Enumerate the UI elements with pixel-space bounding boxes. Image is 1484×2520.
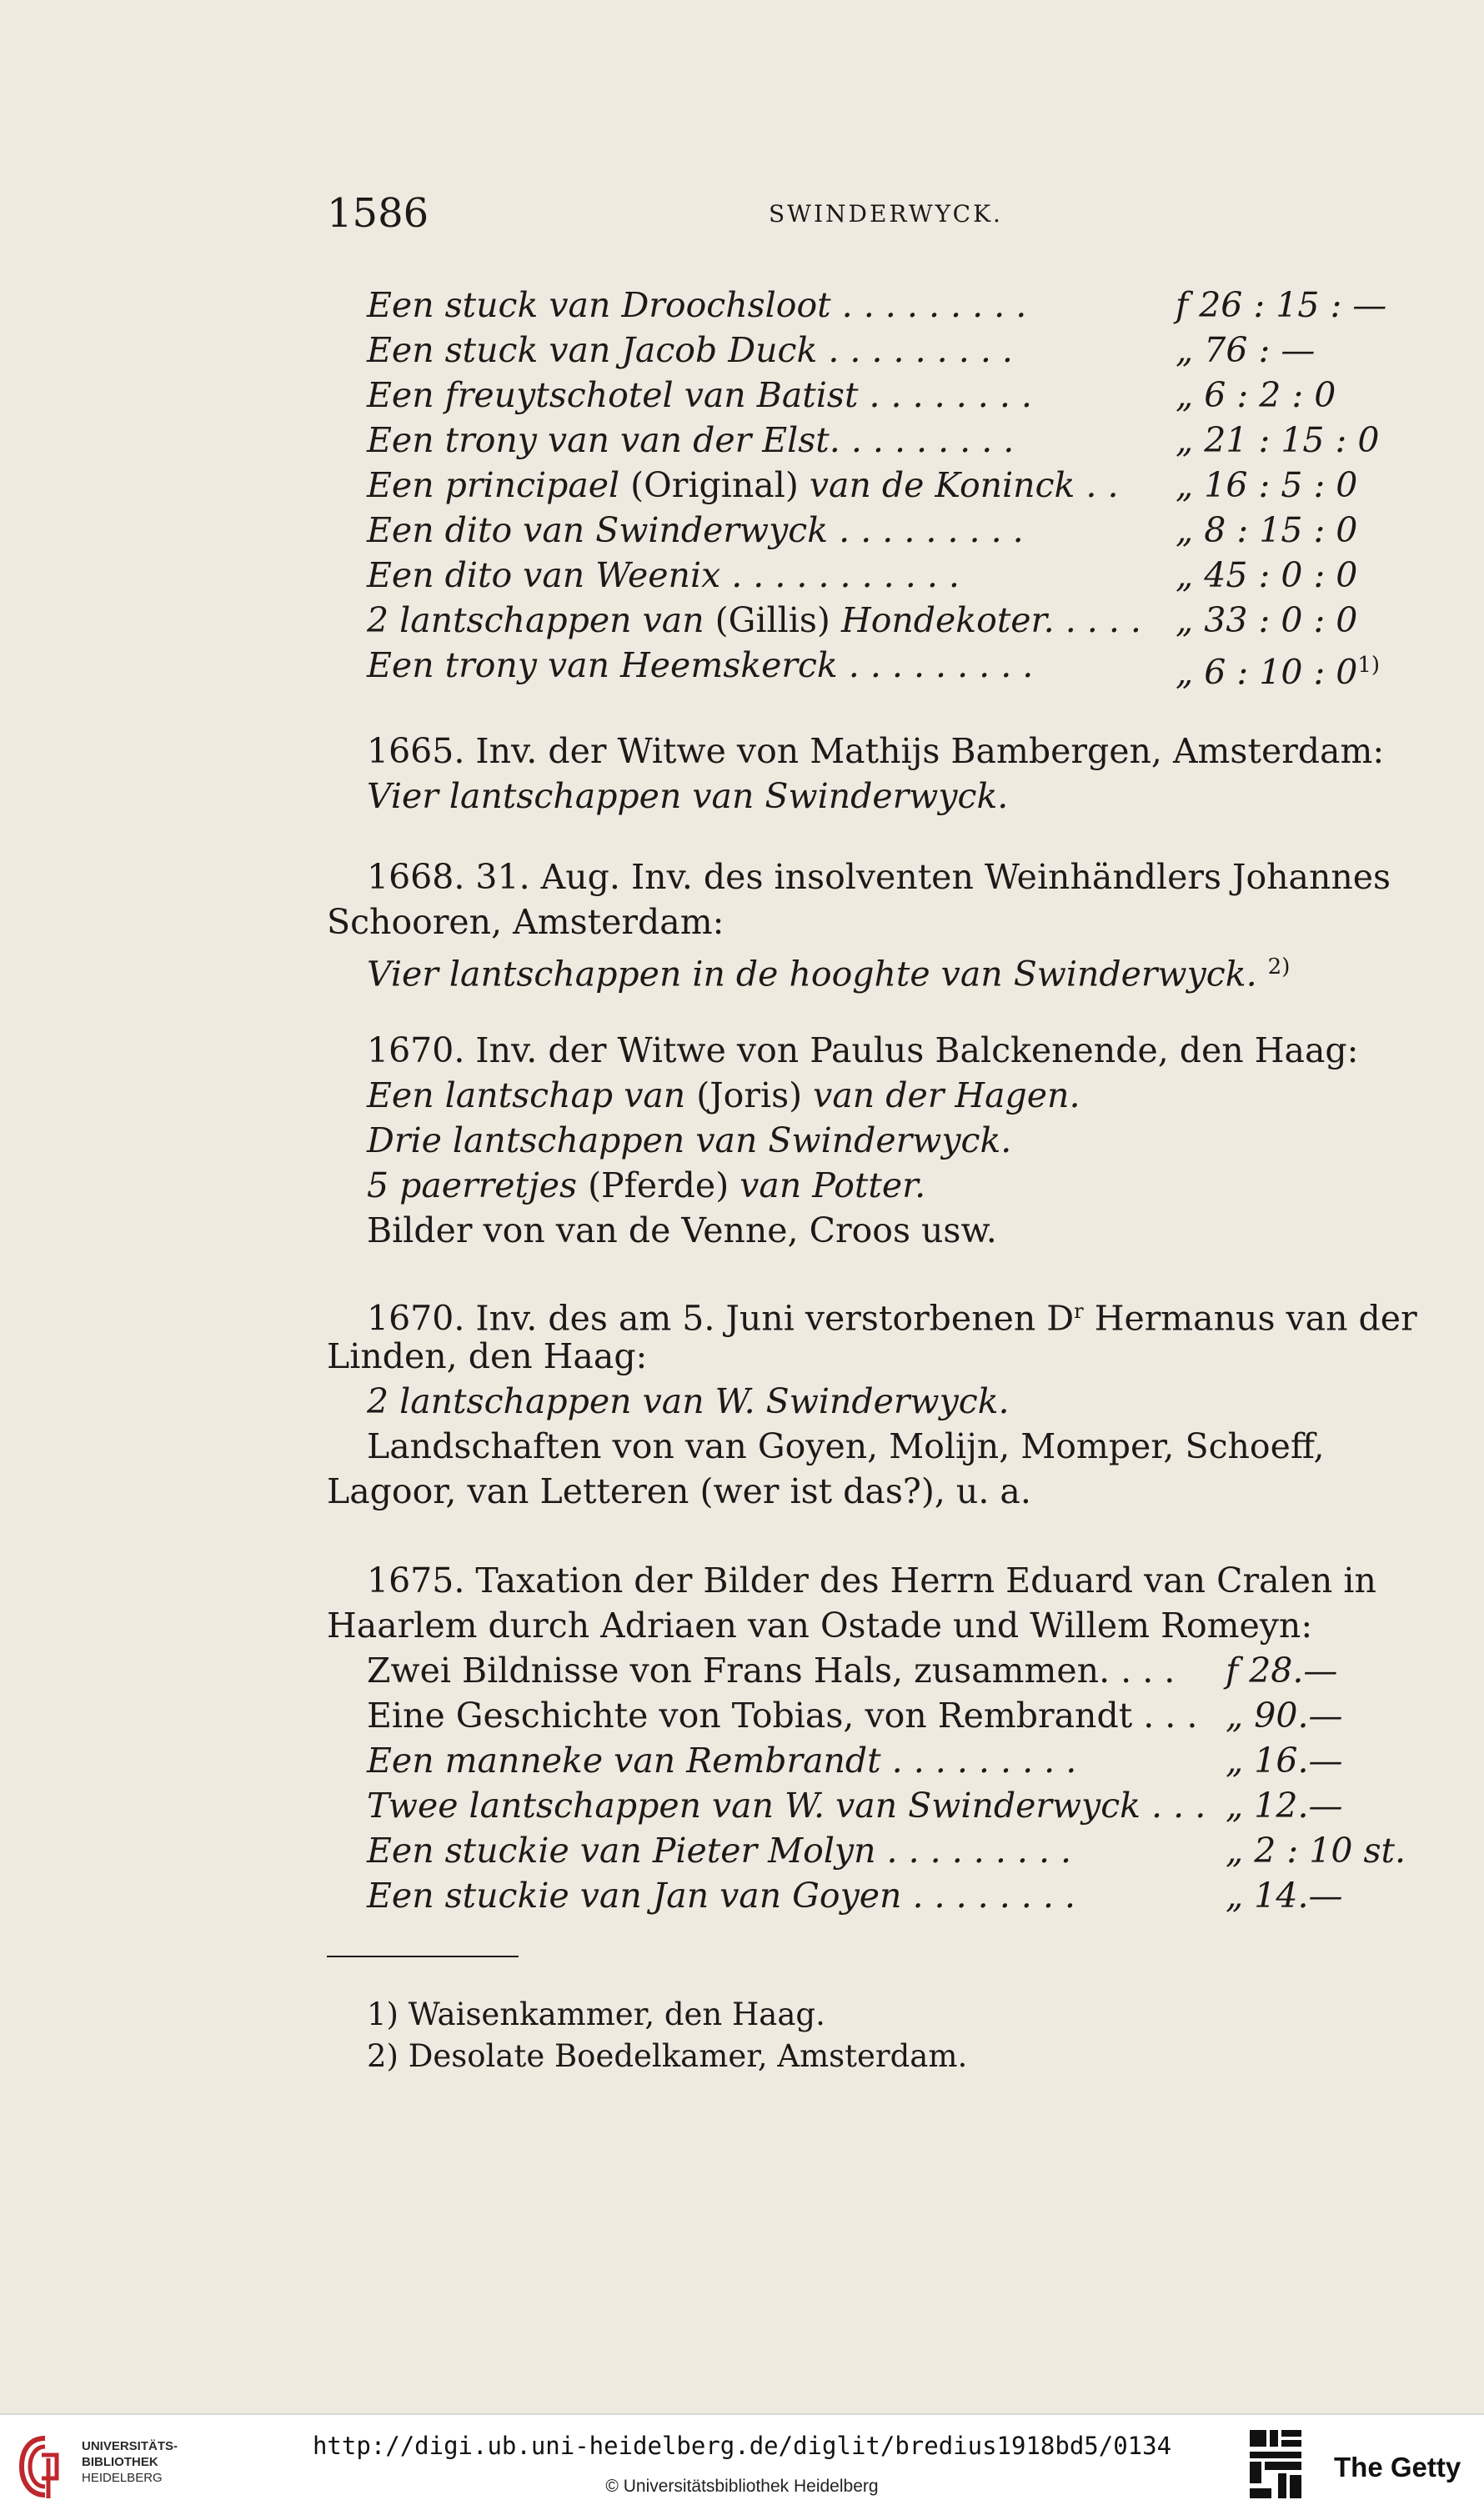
entry-1668-item: Vier lantschappen in de hooghte van Swinderwyck. $^{2)}$ — [367, 954, 1291, 994]
list-item-amount: „ 90.— — [1226, 1696, 1343, 1736]
list-item: Twee lantschappen van W. van Swinderwyck . . . — [367, 1786, 1206, 1826]
list-item: Een stuckie van Jan van Goyen . . . . . . . . — [367, 1876, 1075, 1916]
entry-1665-heading: 1665. Inv. der Witwe von Mathijs Bambergen, Amsterdam: — [367, 731, 1385, 771]
entry-1670b-note: Landschaften von van Goyen, Molijn, Momper, Schoeff, — [367, 1426, 1325, 1466]
list-item-amount: f 26 : 15 : — — [1176, 285, 1387, 325]
page-number: 1586 — [327, 190, 429, 237]
list-item: Een trony van van der Elst. . . . . . . . . — [367, 420, 1015, 460]
list-item: Eine Geschichte von Tobias, von Rembrandt . . . — [367, 1696, 1198, 1736]
footnote: 2) Desolate Boedelkamer, Amsterdam. — [367, 2038, 968, 2074]
footnote-divider — [327, 1956, 519, 1957]
entry-1675-heading: 1675. Taxation der Bilder des Herrn Eduard van Cralen in — [367, 1561, 1376, 1601]
list-item-amount: „ 6 : 2 : 0 — [1176, 375, 1336, 415]
list-item: Een dito van Swinderwyck . . . . . . . . . — [367, 510, 1024, 550]
getty-label: The Getty — [1334, 2452, 1461, 2482]
list-item: 2 lantschappen van (Gillis) Hondekoter. . . . . — [367, 600, 1141, 640]
entry-1668-heading: 1668. 31. Aug. Inv. des insolventen Weinhändlers Johannes — [367, 857, 1391, 897]
library-name: UNIVERSITÄTS- BIBLIOTHEK HEIDELBERG — [82, 2439, 178, 2485]
list-item-amount: „ 76 : — — [1176, 330, 1316, 370]
list-item: Een stuck van Droochsloot . . . . . . . . . — [367, 285, 1027, 325]
copyright-notice: © Universitätsbibliothek Heidelberg — [605, 2477, 879, 2496]
list-item: Een stuckie van Pieter Molyn . . . . . . . . . — [367, 1831, 1072, 1871]
list-item-amount: „ 33 : 0 : 0 — [1176, 600, 1358, 640]
list-item-amount: „ 45 : 0 : 0 — [1176, 555, 1358, 595]
page-header — [327, 190, 1411, 240]
list-item: Een stuck van Jacob Duck . . . . . . . . . — [367, 330, 1013, 370]
entry-1668-heading-cont: Schooren, Amsterdam: — [327, 902, 724, 942]
list-item: Zwei Bildnisse von Frans Hals, zusammen. . . . — [367, 1651, 1176, 1691]
entry-1670a-heading: 1670. Inv. der Witwe von Paulus Balckenende, den Haag: — [367, 1030, 1359, 1070]
list-item-amount: „ 12.— — [1226, 1786, 1343, 1826]
getty-logo-icon — [1246, 2427, 1305, 2507]
list-item-amount: f 28.— — [1226, 1651, 1338, 1691]
list-item-amount: „ 14.— — [1226, 1876, 1343, 1916]
list-item-amount: „ 8 : 15 : 0 — [1176, 510, 1358, 550]
entry-1670a-note: Bilder von van de Venne, Croos usw. — [367, 1210, 997, 1250]
entry-1670b-item: 2 lantschappen van W. Swinderwyck. — [367, 1381, 1010, 1421]
entry-1670a-item: Drie lantschappen van Swinderwyck. — [367, 1120, 1012, 1160]
list-item: Een manneke van Rembrandt . . . . . . . . . — [367, 1741, 1077, 1781]
footnote-ref: 1) — [1357, 653, 1381, 678]
entry-1670b-heading: 1670. Inv. des am 5. Juni verstorbenen $D^r$ Hermanus van der — [367, 1298, 1417, 1339]
digitization-footer — [0, 2413, 1484, 2520]
entry-1670b-heading-cont: Linden, den Haag: — [327, 1336, 648, 1376]
entry-1670a-item: Een lantschap van (Joris) van der Hagen. — [367, 1075, 1080, 1115]
list-item-amount: „ 21 : 15 : 0 — [1176, 420, 1380, 460]
footnote-ref: 2) — [1267, 954, 1291, 979]
running-title: SWINDERWYCK. — [769, 200, 1003, 228]
list-item-amount: „ 16 : 5 : 0 — [1176, 465, 1358, 505]
entry-1675-heading-cont: Haarlem durch Adriaen van Ostade und Willem Romeyn: — [327, 1606, 1313, 1646]
list-item: Een principael (Original) van de Koninck . . — [367, 465, 1119, 505]
list-item: Een trony van Heemskerck . . . . . . . . . — [367, 645, 1034, 685]
entry-1665-item: Vier lantschappen van Swinderwyck. — [367, 776, 1009, 816]
footnote: 1) Waisenkammer, den Haag. — [367, 1996, 825, 2032]
list-item-amount: „ 6 : 10 : 0$^{1)}$ — [1176, 652, 1381, 693]
list-item: Een freuytschotel van Batist . . . . . . . . — [367, 375, 1032, 415]
list-item-amount: „ 2 : 10 st. — [1226, 1831, 1406, 1871]
permalink-url[interactable]: http://digi.ub.uni-heidelberg.de/diglit/bredius1918bd5/0134 — [312, 2432, 1172, 2460]
entry-1670a-item: 5 paerretjes (Pferde) van Potter. — [367, 1165, 926, 1205]
list-item: Een dito van Weenix . . . . . . . . . . . — [367, 555, 960, 595]
entry-1670b-note-cont: Lagoor, van Letteren (wer ist das?), u. a. — [327, 1471, 1031, 1511]
list-item-amount: „ 16.— — [1226, 1741, 1343, 1781]
